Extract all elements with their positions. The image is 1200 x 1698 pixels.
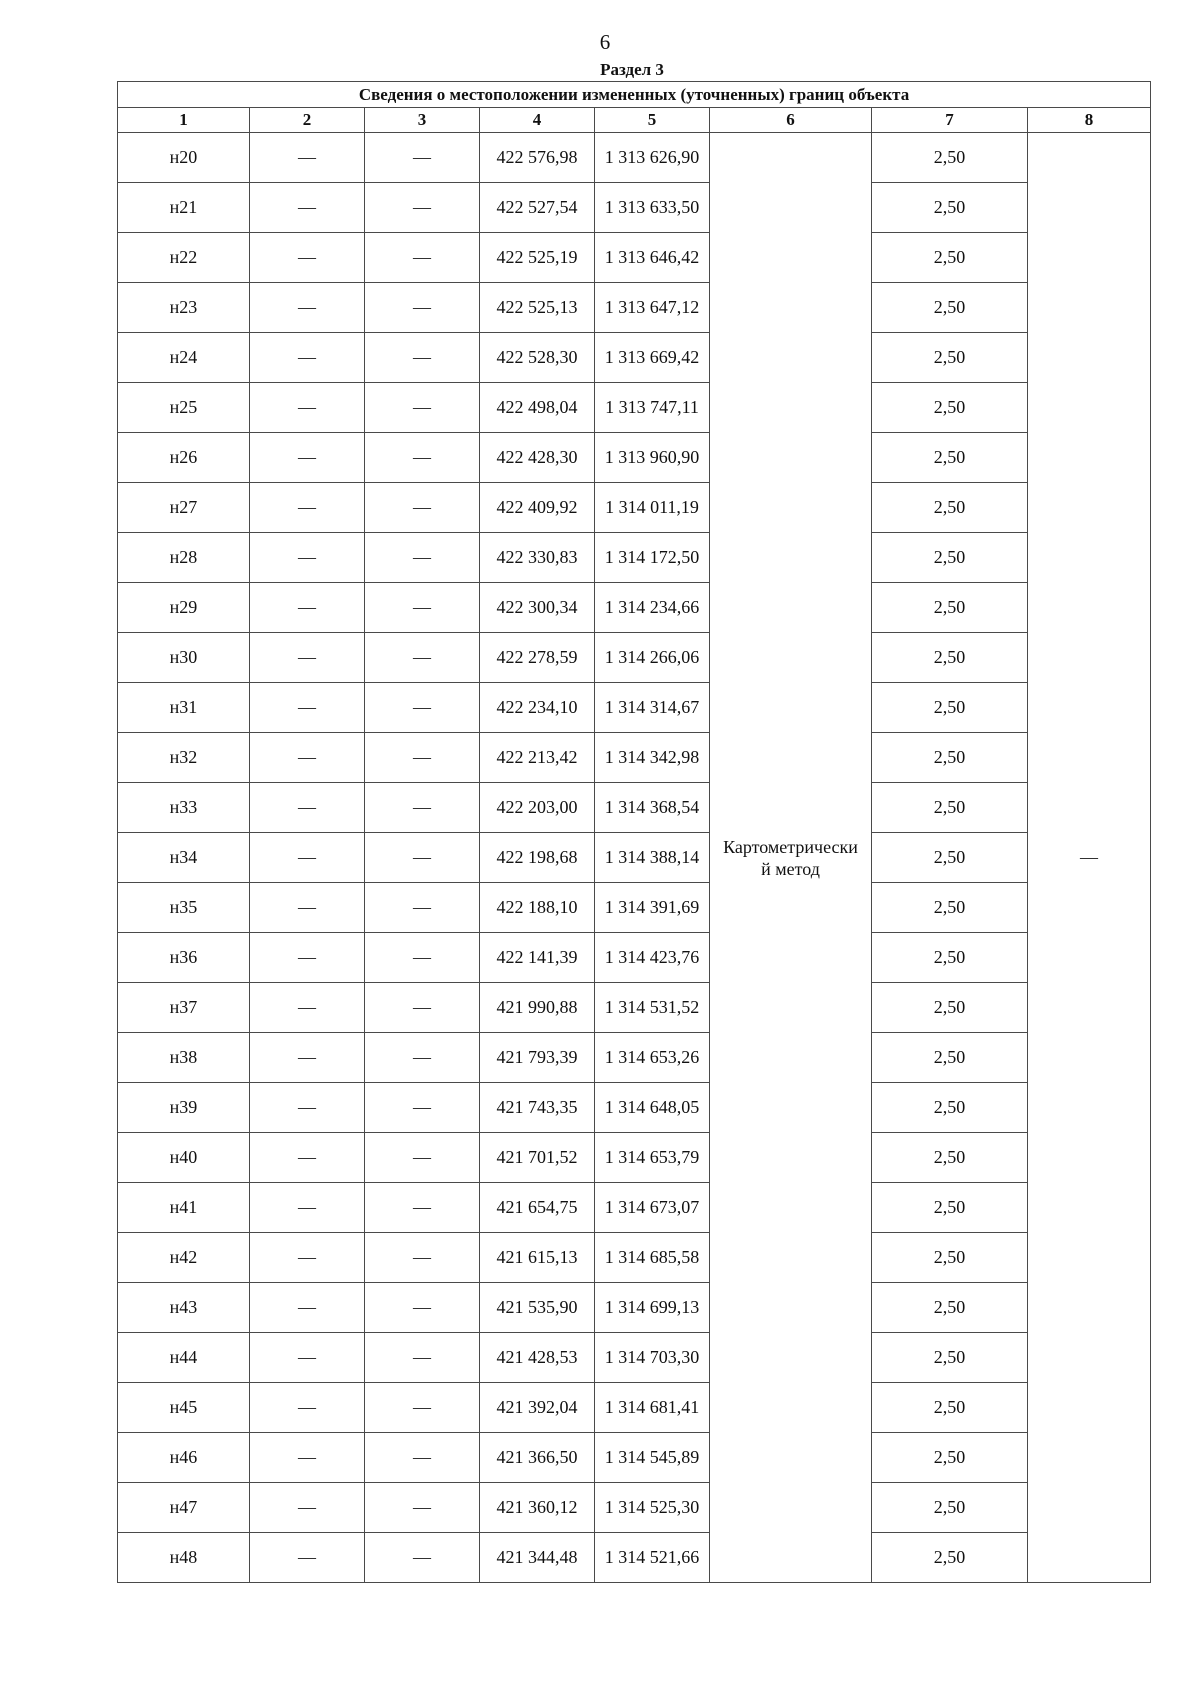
table-row — [118, 1383, 1151, 1433]
y-coordinate-cell: 1 313 960,90 — [595, 433, 710, 483]
accuracy-cell: 2,50 — [872, 1483, 1028, 1533]
col8-cell: — — [1028, 133, 1151, 1583]
x-coordinate-cell: 422 428,30 — [480, 433, 595, 483]
accuracy-cell: 2,50 — [872, 1433, 1028, 1483]
x-coordinate-cell: 422 409,92 — [480, 483, 595, 533]
x-coordinate-cell: 422 528,30 — [480, 333, 595, 383]
col2-cell: — — [250, 533, 365, 583]
x-coordinate-cell: 421 360,12 — [480, 1483, 595, 1533]
point-name-cell: н20 — [118, 133, 250, 183]
accuracy-cell: 2,50 — [872, 583, 1028, 633]
method-cell — [710, 133, 872, 1583]
table-row — [118, 783, 1151, 833]
y-coordinate-cell: 1 314 681,41 — [595, 1383, 710, 1433]
x-coordinate-cell: 422 278,59 — [480, 633, 595, 683]
col2-cell: — — [250, 1133, 365, 1183]
col3-cell: — — [365, 1183, 480, 1233]
y-coordinate-cell: 1 314 391,69 — [595, 883, 710, 933]
table-row — [118, 983, 1151, 1033]
col2-cell: — — [250, 133, 365, 183]
col2-cell: — — [250, 1183, 365, 1233]
col3-cell: — — [365, 1233, 480, 1283]
table-row — [118, 683, 1151, 733]
accuracy-cell: 2,50 — [872, 833, 1028, 883]
column-header-row — [118, 108, 1151, 133]
col3-cell: — — [365, 1483, 480, 1533]
point-name-cell: н28 — [118, 533, 250, 583]
boundary-coordinates-table — [117, 81, 1151, 1583]
method-line: Картометрически — [723, 836, 858, 857]
table-caption-row — [118, 82, 1151, 108]
y-coordinate-cell: 1 314 703,30 — [595, 1333, 710, 1383]
col2-cell: — — [250, 633, 365, 683]
col3-cell: — — [365, 133, 480, 183]
table-row — [118, 1033, 1151, 1083]
col2-cell: — — [250, 883, 365, 933]
accuracy-cell: 2,50 — [872, 483, 1028, 533]
table-row — [118, 483, 1151, 533]
x-coordinate-cell: 422 213,42 — [480, 733, 595, 783]
accuracy-cell: 2,50 — [872, 333, 1028, 383]
col2-cell: — — [250, 333, 365, 383]
column-header: 7 — [872, 108, 1028, 133]
table-row — [118, 833, 1151, 883]
point-name-cell: н41 — [118, 1183, 250, 1233]
y-coordinate-cell: 1 313 747,11 — [595, 383, 710, 433]
accuracy-cell: 2,50 — [872, 1283, 1028, 1333]
column-header: 3 — [365, 108, 480, 133]
y-coordinate-cell: 1 314 525,30 — [595, 1483, 710, 1533]
y-coordinate-cell: 1 313 647,12 — [595, 283, 710, 333]
col3-cell: — — [365, 533, 480, 583]
col3-cell: — — [365, 383, 480, 433]
table-row — [118, 183, 1151, 233]
point-name-cell: н31 — [118, 683, 250, 733]
y-coordinate-cell: 1 314 234,66 — [595, 583, 710, 633]
page-number: 6 — [599, 30, 611, 54]
y-coordinate-cell: 1 314 172,50 — [595, 533, 710, 583]
col2-cell: — — [250, 483, 365, 533]
accuracy-cell: 2,50 — [872, 1133, 1028, 1183]
table-row — [118, 733, 1151, 783]
point-name-cell: н38 — [118, 1033, 250, 1083]
accuracy-cell: 2,50 — [872, 433, 1028, 483]
point-name-cell: н24 — [118, 333, 250, 383]
col2-cell: — — [250, 1333, 365, 1383]
y-coordinate-cell: 1 314 685,58 — [595, 1233, 710, 1283]
table-row — [118, 383, 1151, 433]
x-coordinate-cell: 422 525,13 — [480, 283, 595, 333]
col2-cell: — — [250, 583, 365, 633]
y-coordinate-cell: 1 314 653,79 — [595, 1133, 710, 1183]
accuracy-cell: 2,50 — [872, 1383, 1028, 1433]
column-header: 1 — [118, 108, 250, 133]
x-coordinate-cell: 422 141,39 — [480, 933, 595, 983]
point-name-cell: н39 — [118, 1083, 250, 1133]
table-row — [118, 283, 1151, 333]
col3-cell: — — [365, 883, 480, 933]
y-coordinate-cell: 1 314 699,13 — [595, 1283, 710, 1333]
point-name-cell: н27 — [118, 483, 250, 533]
col3-cell: — — [365, 1333, 480, 1383]
y-coordinate-cell: 1 313 646,42 — [595, 233, 710, 283]
col2-cell: — — [250, 1383, 365, 1433]
col2-cell: — — [250, 1033, 365, 1083]
y-coordinate-cell: 1 314 266,06 — [595, 633, 710, 683]
x-coordinate-cell: 422 498,04 — [480, 383, 595, 433]
table-caption: Сведения о местоположении измененных (уточненных) границ объекта — [118, 82, 1151, 108]
col2-cell: — — [250, 733, 365, 783]
table-row — [118, 883, 1151, 933]
y-coordinate-cell: 1 314 673,07 — [595, 1183, 710, 1233]
point-name-cell: н48 — [118, 1533, 250, 1583]
col2-cell: — — [250, 833, 365, 883]
section-title: Раздел 3 — [600, 60, 664, 79]
point-name-cell: н36 — [118, 933, 250, 983]
col3-cell: — — [365, 583, 480, 633]
x-coordinate-cell: 422 234,10 — [480, 683, 595, 733]
col2-cell: — — [250, 283, 365, 333]
table-row — [118, 1183, 1151, 1233]
point-name-cell: н37 — [118, 983, 250, 1033]
col2-cell: — — [250, 233, 365, 283]
point-name-cell: н35 — [118, 883, 250, 933]
x-coordinate-cell: 422 198,68 — [480, 833, 595, 883]
table-row — [118, 233, 1151, 283]
y-coordinate-cell: 1 314 648,05 — [595, 1083, 710, 1133]
col3-cell: — — [365, 1033, 480, 1083]
x-coordinate-cell: 422 203,00 — [480, 783, 595, 833]
point-name-cell: н40 — [118, 1133, 250, 1183]
point-name-cell: н22 — [118, 233, 250, 283]
col3-cell: — — [365, 1133, 480, 1183]
accuracy-cell: 2,50 — [872, 233, 1028, 283]
y-coordinate-cell: 1 313 669,42 — [595, 333, 710, 383]
x-coordinate-cell: 421 366,50 — [480, 1433, 595, 1483]
accuracy-cell: 2,50 — [872, 683, 1028, 733]
x-coordinate-cell: 421 793,39 — [480, 1033, 595, 1083]
x-coordinate-cell: 422 527,54 — [480, 183, 595, 233]
col2-cell: — — [250, 1533, 365, 1583]
y-coordinate-cell: 1 314 653,26 — [595, 1033, 710, 1083]
x-coordinate-cell: 421 344,48 — [480, 1533, 595, 1583]
column-header: 5 — [595, 108, 710, 133]
col2-cell: — — [250, 1433, 365, 1483]
col3-cell: — — [365, 733, 480, 783]
table-row — [118, 1283, 1151, 1333]
accuracy-cell: 2,50 — [872, 733, 1028, 783]
table-row — [118, 633, 1151, 683]
table-row — [118, 333, 1151, 383]
accuracy-cell: 2,50 — [872, 1033, 1028, 1083]
x-coordinate-cell: 421 701,52 — [480, 1133, 595, 1183]
point-name-cell: н34 — [118, 833, 250, 883]
x-coordinate-cell: 422 188,10 — [480, 883, 595, 933]
col3-cell: — — [365, 933, 480, 983]
column-header: 4 — [480, 108, 595, 133]
x-coordinate-cell: 422 576,98 — [480, 133, 595, 183]
y-coordinate-cell: 1 314 521,66 — [595, 1533, 710, 1583]
accuracy-cell: 2,50 — [872, 783, 1028, 833]
x-coordinate-cell: 422 330,83 — [480, 533, 595, 583]
col3-cell: — — [365, 283, 480, 333]
y-coordinate-cell: 1 314 368,54 — [595, 783, 710, 833]
y-coordinate-cell: 1 313 626,90 — [595, 133, 710, 183]
point-name-cell: н47 — [118, 1483, 250, 1533]
x-coordinate-cell: 421 428,53 — [480, 1333, 595, 1383]
accuracy-cell: 2,50 — [872, 1333, 1028, 1383]
accuracy-cell: 2,50 — [872, 1183, 1028, 1233]
point-name-cell: н21 — [118, 183, 250, 233]
column-header: 2 — [250, 108, 365, 133]
method-line: й метод — [761, 858, 820, 879]
col3-cell: — — [365, 183, 480, 233]
table-row — [118, 1483, 1151, 1533]
x-coordinate-cell: 422 525,19 — [480, 233, 595, 283]
table-row — [118, 1533, 1151, 1583]
col3-cell: — — [365, 483, 480, 533]
col3-cell: — — [365, 983, 480, 1033]
col3-cell: — — [365, 783, 480, 833]
accuracy-cell: 2,50 — [872, 933, 1028, 983]
col3-cell: — — [365, 233, 480, 283]
column-header: 6 — [710, 108, 872, 133]
col3-cell: — — [365, 683, 480, 733]
col2-cell: — — [250, 1233, 365, 1283]
x-coordinate-cell: 421 615,13 — [480, 1233, 595, 1283]
point-name-cell: н29 — [118, 583, 250, 633]
col2-cell: — — [250, 933, 365, 983]
y-coordinate-cell: 1 314 531,52 — [595, 983, 710, 1033]
col2-cell: — — [250, 433, 365, 483]
accuracy-cell: 2,50 — [872, 283, 1028, 333]
x-coordinate-cell: 421 654,75 — [480, 1183, 595, 1233]
accuracy-cell: 2,50 — [872, 1533, 1028, 1583]
table-row — [118, 1433, 1151, 1483]
table-row — [118, 533, 1151, 583]
accuracy-cell: 2,50 — [872, 1083, 1028, 1133]
accuracy-cell: 2,50 — [872, 533, 1028, 583]
table-row — [118, 583, 1151, 633]
point-name-cell: н30 — [118, 633, 250, 683]
x-coordinate-cell: 421 392,04 — [480, 1383, 595, 1433]
col3-cell: — — [365, 1433, 480, 1483]
y-coordinate-cell: 1 314 342,98 — [595, 733, 710, 783]
point-name-cell: н32 — [118, 733, 250, 783]
col2-cell: — — [250, 783, 365, 833]
table-row — [118, 1133, 1151, 1183]
col3-cell: — — [365, 833, 480, 883]
table-row — [118, 1333, 1151, 1383]
table-row — [118, 1233, 1151, 1283]
accuracy-cell: 2,50 — [872, 183, 1028, 233]
col3-cell: — — [365, 333, 480, 383]
point-name-cell: н42 — [118, 1233, 250, 1283]
col3-cell: — — [365, 633, 480, 683]
y-coordinate-cell: 1 314 388,14 — [595, 833, 710, 883]
point-name-cell: н23 — [118, 283, 250, 333]
col3-cell: — — [365, 1383, 480, 1433]
x-coordinate-cell: 422 300,34 — [480, 583, 595, 633]
col2-cell: — — [250, 1483, 365, 1533]
column-header: 8 — [1028, 108, 1151, 133]
point-name-cell: н26 — [118, 433, 250, 483]
point-name-cell: н25 — [118, 383, 250, 433]
accuracy-cell: 2,50 — [872, 383, 1028, 433]
accuracy-cell: 2,50 — [872, 633, 1028, 683]
x-coordinate-cell: 421 743,35 — [480, 1083, 595, 1133]
col3-cell: — — [365, 1533, 480, 1583]
accuracy-cell: 2,50 — [872, 133, 1028, 183]
y-coordinate-cell: 1 314 545,89 — [595, 1433, 710, 1483]
table-row — [118, 433, 1151, 483]
y-coordinate-cell: 1 314 314,67 — [595, 683, 710, 733]
point-name-cell: н45 — [118, 1383, 250, 1433]
point-name-cell: н33 — [118, 783, 250, 833]
col2-cell: — — [250, 1283, 365, 1333]
y-coordinate-cell: 1 314 423,76 — [595, 933, 710, 983]
accuracy-cell: 2,50 — [872, 1233, 1028, 1283]
col2-cell: — — [250, 1083, 365, 1133]
x-coordinate-cell: 421 535,90 — [480, 1283, 595, 1333]
table-row — [118, 133, 1151, 183]
col3-cell: — — [365, 1083, 480, 1133]
point-name-cell: н43 — [118, 1283, 250, 1333]
col3-cell: — — [365, 433, 480, 483]
x-coordinate-cell: 421 990,88 — [480, 983, 595, 1033]
accuracy-cell: 2,50 — [872, 883, 1028, 933]
point-name-cell: н46 — [118, 1433, 250, 1483]
y-coordinate-cell: 1 313 633,50 — [595, 183, 710, 233]
col2-cell: — — [250, 683, 365, 733]
accuracy-cell: 2,50 — [872, 983, 1028, 1033]
y-coordinate-cell: 1 314 011,19 — [595, 483, 710, 533]
col2-cell: — — [250, 183, 365, 233]
col2-cell: — — [250, 383, 365, 433]
point-name-cell: н44 — [118, 1333, 250, 1383]
col2-cell: — — [250, 983, 365, 1033]
table-row — [118, 1083, 1151, 1133]
col3-cell: — — [365, 1283, 480, 1333]
table-row — [118, 933, 1151, 983]
